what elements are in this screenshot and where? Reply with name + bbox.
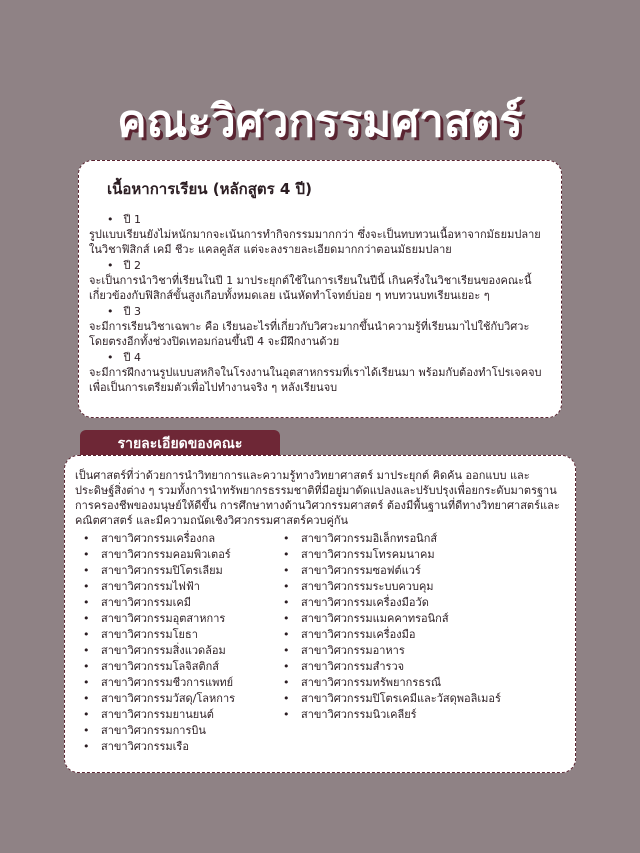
year-label: • ปี 3 <box>107 305 141 318</box>
branch-list-left <box>83 531 283 755</box>
year-description: จะมีการเรียนวิชาเฉพาะ คือ เรียนอะไรที่เกี่ยวกับวิศวะมากขึ้นนำความรู้ที่เรียนมาไปใช้กับวิศวะโดยตรงอีกทั้งช่วงปิดเทอมก่อนขึ้นปี 4 จะมีฝึกงานด้วย <box>89 320 530 348</box>
list-item: • สาขาวิศวกรรมอาหาร <box>283 644 405 657</box>
list-item: • สาขาวิศวกรรมวัสดุ/โลหการ <box>83 692 236 705</box>
year-label: • ปี 4 <box>107 351 141 364</box>
list-item: • สาขาวิศวกรรมปิโตรเลียม <box>83 564 223 577</box>
list-item: • สาขาวิศวกรรมระบบควบคุม <box>283 580 434 593</box>
list-item: • สาขาวิศวกรรมซอฟต์แวร์ <box>283 564 421 577</box>
list-item: • สาขาวิศวกรรมไฟฟ้า <box>83 580 200 593</box>
faculty-details-tab: รายละเอียดของคณะ <box>80 430 280 458</box>
faculty-intro: เป็นศาสตร์ที่ว่าด้วยการนำวิทยาการและความรู้ทางวิทยาศาสตร์ มาประยุกต์ คิดค้น ออกแบบ และประดิษฐ์สิ่งต่าง ๆ รวมทั้งการนำทรัพยากรธรรมชาติที่มีอยู่มาดัดแปลงและปรับปรุงเพื่อยกระดับมาตรฐานการครองชีพของมนุษย์ให้ดีขึ้น การศึกษาทางด้านวิศวกรรมศาสตร์ ต้องมีพื้นฐานที่ดีทางวิทยาศาสตร์และคณิตศาสตร์ และมีความถนัดเชิงวิศวกรรมศาสตร์ควบคู่กัน <box>75 469 560 527</box>
list-item: • สาขาวิศวกรรมปิโตรเคมีและวัสดุพอลิเมอร์ <box>283 692 501 705</box>
list-item: • สาขาวิศวกรรมการบิน <box>83 724 206 737</box>
year-description: จะมีการฝึกงานรูปแบบสหกิจในโรงงานในอุตสาหกรรมที่เราได้เรียนมา พร้อมกับต้องทำโปรเจคจบเพื่อเป็นการเตรียมตัวเพื่อไปทำงานจริง ๆ หลังเรียนจบ <box>89 366 542 394</box>
list-item: • สาขาวิศวกรรมยานยนต์ <box>83 708 214 721</box>
year-label: • ปี 2 <box>107 259 141 272</box>
year-description: จะเป็นการนำวิชาที่เรียนในปี 1 มาประยุกต์ใช้ในการเรียนในปีนี้ เกินครึ่งในวิชาเรียนของคณะนี้เกี่ยวข้องกับฟิสิกส์ขั้นสูงเกือบทั้งหมดเลย เน้นหัดทำโจทย์บ่อย ๆ ทบทวนบทเรียนเยอะ ๆ <box>89 274 532 302</box>
list-item: • สาขาวิศวกรรมนิวเคลียร์ <box>283 708 417 721</box>
list-item: • สาขาวิศวกรรมแมคคาทรอนิกส์ <box>283 612 449 625</box>
faculty-details-card <box>64 455 576 773</box>
list-item: • สาขาวิศวกรรมอุตสาหการ <box>83 612 226 625</box>
list-item: • สาขาวิศวกรรมคอมพิวเตอร์ <box>83 548 231 561</box>
branch-list-right <box>283 531 563 755</box>
list-item: • สาขาวิศวกรรมสิ่งแวดล้อม <box>83 644 226 657</box>
branch-lists <box>75 531 565 755</box>
list-item: • สาขาวิศวกรรมเครื่องมือวัด <box>283 596 429 609</box>
list-item: • สาขาวิศวกรรมโทรคมนาคม <box>283 548 435 561</box>
list-item: • สาขาวิศวกรรมโยธา <box>83 628 198 641</box>
list-item: • สาขาวิศวกรรมสำรวจ <box>283 660 405 673</box>
list-item: • สาขาวิศวกรรมเครื่องกล <box>83 532 216 545</box>
curriculum-heading: เนื้อหาการเรียน (หลักสูตร 4 ปี) <box>107 180 312 198</box>
page-title: คณะวิศวกรรมศาสตร์ <box>117 96 523 147</box>
list-item: • สาขาวิศวกรรมเคมี <box>83 596 192 609</box>
year-label: • ปี 1 <box>107 213 141 226</box>
list-item: • สาขาวิศวกรรมเรือ <box>83 740 189 753</box>
year-list <box>89 213 551 395</box>
list-item: • สาขาวิศวกรรมโลจิสติกส์ <box>83 660 219 673</box>
list-item: • สาขาวิศวกรรมทรัพยากรธรณี <box>283 676 442 689</box>
list-item: • สาขาวิศวกรรมอิเล็กทรอนิกส์ <box>283 532 438 545</box>
list-item: • สาขาวิศวกรรมชีวการแพทย์ <box>83 676 234 689</box>
list-item: • สาขาวิศวกรรมเครื่องมือ <box>283 628 416 641</box>
curriculum-card <box>78 160 562 418</box>
year-description: รูปแบบเรียนยังไม่หนักมากจะเน้นการทำกิจกรรมมากกว่า ซึ่งจะเป็นทบทวนเนื้อหาจากมัธยมปลาย ในวิชาฟิสิกส์ เคมี ชีวะ แคลคูลัส แต่จะลงรายละเอียดมากกว่าตอนมัธยมปลาย <box>89 228 541 256</box>
